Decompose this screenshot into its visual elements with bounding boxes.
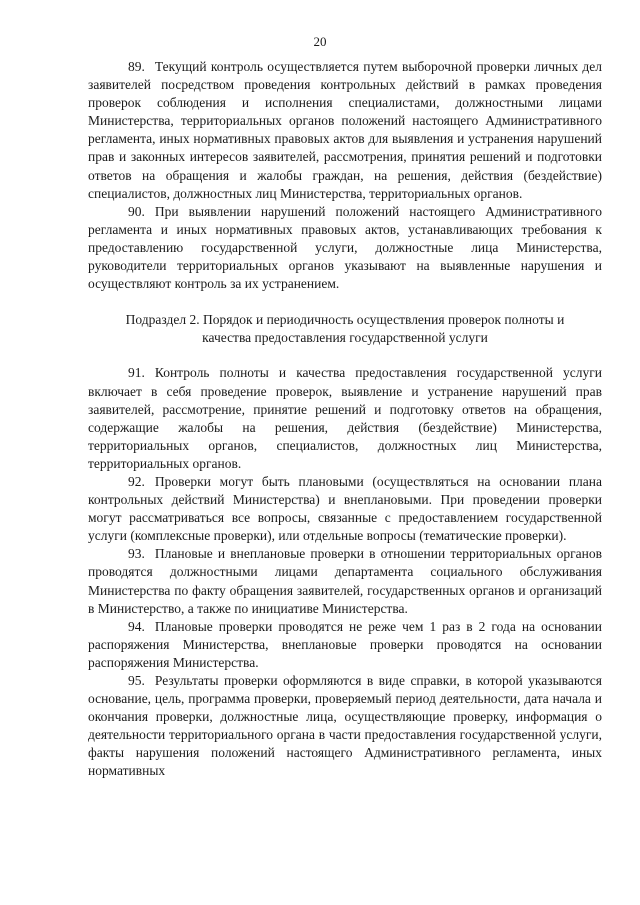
paragraph-text: Плановые проверки проводятся не реже чем 1 раз в 2 года на основании распоряжения Министерства, внеплановые проверки проводятся на основании распоряжения Министерства.: [88, 618, 602, 670]
paragraph-95: [88, 672, 602, 781]
paragraph-number: 92.: [128, 473, 145, 489]
paragraph-number: 95.: [128, 673, 145, 688]
paragraph-text: Плановые и внеплановые проверки в отношении территориальных органов проводятся должностными лицами департамента социального обслуживания Министерства по факту обращения заявителей, государственных органов и организаций в Министерство, а также по инициативе Министерства.: [88, 546, 602, 616]
paragraph-number: 94.: [128, 618, 145, 634]
paragraph-number: 93.: [128, 546, 145, 562]
paragraph-text: При выявлении нарушений положений настоящего Административного регламента и иных нормативных правовых актов, устанавливающих требования к предоставлению государственной услуги, должностные лица Министерства, руководители территориальных органов указывают на выявленные нарушения и осуществляют контроль за их устранением.: [88, 203, 602, 292]
paragraph-number: 91.: [128, 365, 145, 381]
paragraph-text: Контроль полноты и качества предоставления государственной услуги включает в себя проведение проверок, выявление и устранение нарушений прав заявителей, рассмотрение, принятие решений и подготовку ответов на обращения, содержащие жалобы на решения, действия (бездействие) Министерства, территориальных органов, специалистов, должностных лиц Министерства, территориальных органов.: [88, 365, 602, 471]
paragraph-91: [88, 364, 602, 473]
paragraph-number: 90.: [128, 203, 145, 219]
paragraph-94: [88, 618, 602, 672]
paragraph-90: [88, 203, 602, 293]
subsection-heading: Подраздел 2. Порядок и периодичность осуществления проверок полноты и качества предоставления государственной услуги: [125, 312, 565, 346]
paragraph-92: [88, 473, 602, 545]
paragraph-text: Результаты проверки оформляются в виде справки, в которой указываются основание, цель, программа проверки, проверяемый период деятельности, дата начала и окончания проверки, должностные лица, осуществляющие проверку, информация о деятельности территориального органа в части предоставления государственной услуги, факты нарушения положений настоящего Административного регламента, иных нормативных: [88, 673, 602, 779]
page-number: 20: [313, 34, 327, 49]
paragraph-text: Текущий контроль осуществляется путем выборочной проверки личных дел заявителей посредством проведения контрольных действий в рамках проведения проверок соблюдения и исполнения специалистами, должностными лицами Министерства, территориальных органов положений настоящего Административного регламента, иных нормативных правовых актов для выявления и устранения нарушений прав и законных интересов заявителей, рассмотрения, принятия решений и подготовки ответов на обращения и жалобы граждан, на решения, действия (бездействие) специалистов, должностных лиц Министерства, территориальных органов.: [88, 59, 602, 201]
document-body: [88, 58, 602, 781]
paragraph-93: [88, 545, 602, 617]
paragraph-89: [88, 58, 602, 203]
paragraph-number: 89.: [128, 59, 145, 74]
paragraph-text: Проверки могут быть плановыми (осуществляться на основании плана контрольных действий Министерства) и внеплановыми. При проведении проверки могут рассматриваться все вопросы, связанные с предоставлением государственной услуги (комплексные проверки), или отдельные вопросы (тематические проверки).: [88, 473, 602, 544]
